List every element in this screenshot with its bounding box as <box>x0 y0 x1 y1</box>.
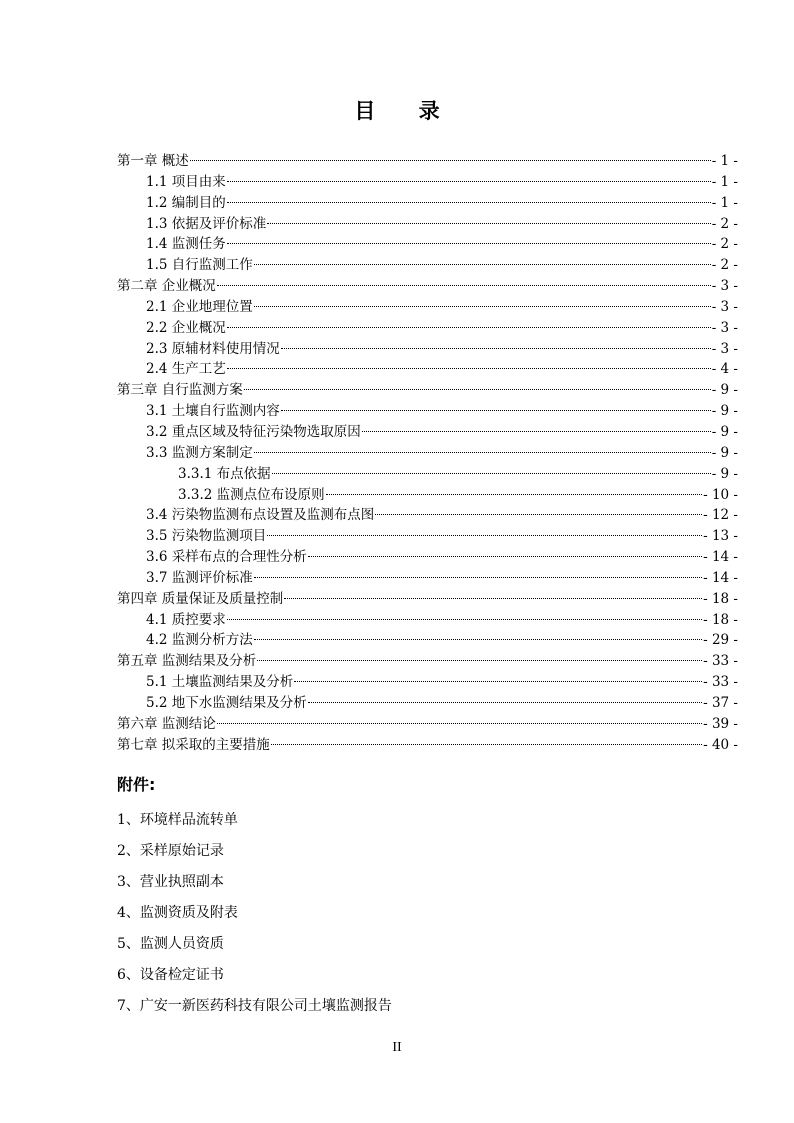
annex-item: 7、广安一新医药科技有限公司土壤监测报告 <box>117 998 392 1014</box>
toc-entry[interactable] <box>117 359 738 380</box>
toc-leader-dots <box>254 639 702 640</box>
toc-entry-label: 1.4 监测任务 <box>146 236 226 253</box>
toc-leader-dots <box>254 452 711 453</box>
toc-entry-page: - 9 - <box>711 444 738 461</box>
toc-entry-page: - 12 - <box>703 507 738 524</box>
toc-leader-dots <box>257 660 702 661</box>
toc-leader-dots <box>227 181 711 182</box>
toc-entry-label: 4.1 质控要求 <box>146 611 226 628</box>
toc-entry[interactable] <box>117 568 738 589</box>
toc-entry[interactable] <box>117 318 738 339</box>
toc-entry-label: 1.1 项目由来 <box>146 173 226 190</box>
toc-leader-dots <box>284 598 702 599</box>
toc-entry-page: - 1 - <box>711 173 738 190</box>
toc-entry-page: - 13 - <box>703 528 738 545</box>
toc-entry[interactable] <box>117 255 738 276</box>
toc-leader-dots <box>227 368 711 369</box>
toc-leader-dots <box>244 389 711 390</box>
toc-leader-dots <box>254 577 702 578</box>
toc-leader-dots <box>190 160 711 161</box>
toc-entry-label: 5.1 土壤监测结果及分析 <box>146 674 294 691</box>
toc-entry-label: 1.5 自行监测工作 <box>146 257 253 274</box>
toc-leader-dots <box>267 535 702 536</box>
toc-leader-dots <box>362 431 711 432</box>
toc-entry-label: 第三章 自行监测方案 <box>117 382 243 399</box>
toc-entry[interactable] <box>117 589 738 610</box>
toc-entry[interactable] <box>117 422 738 443</box>
toc-entry-page: - 33 - <box>703 674 738 691</box>
toc-entry[interactable] <box>117 693 738 714</box>
toc-entry-page: - 9 - <box>711 423 738 440</box>
toc-entry-page: - 9 - <box>711 403 738 420</box>
toc-entry[interactable] <box>117 547 738 568</box>
toc-leader-dots <box>254 306 711 307</box>
toc-entry-label: 3.7 监测评价标准 <box>146 569 253 586</box>
annex-item: 4、监测资质及附表 <box>117 905 238 921</box>
toc-entry-label: 2.1 企业地理位置 <box>146 298 253 315</box>
toc-leader-dots <box>281 410 711 411</box>
toc-entry[interactable] <box>117 610 738 631</box>
toc-leader-dots <box>308 556 702 557</box>
toc-entry-label: 2.2 企业概况 <box>146 319 226 336</box>
toc-entry[interactable] <box>117 193 738 214</box>
toc-entry[interactable] <box>117 630 738 651</box>
toc-entry[interactable] <box>117 485 738 506</box>
annex-item: 3、营业执照副本 <box>117 874 224 890</box>
toc-entry-label: 3.1 土壤自行监测内容 <box>146 403 280 420</box>
toc-entry-label: 第六章 监测结论 <box>117 715 216 732</box>
toc-leader-dots <box>326 494 702 495</box>
toc-leader-dots <box>217 723 702 724</box>
toc-entry-page: - 39 - <box>703 715 738 732</box>
toc-entry-page: - 14 - <box>703 569 738 586</box>
toc-entry-label: 第四章 质量保证及质量控制 <box>117 590 284 607</box>
toc-entry-label: 第二章 企业概况 <box>117 278 216 295</box>
toc-leader-dots <box>227 202 711 203</box>
toc-entry-label: 5.2 地下水监测结果及分析 <box>146 694 307 711</box>
toc-entry-page: - 10 - <box>703 486 738 503</box>
toc-entry-page: - 2 - <box>711 257 738 274</box>
toc-leader-dots <box>227 243 711 244</box>
toc-entry-label: 1.3 依据及评价标准 <box>146 215 267 232</box>
toc-entry-page: - 18 - <box>703 611 738 628</box>
toc-leader-dots <box>271 744 702 745</box>
toc-entry-page: - 2 - <box>711 236 738 253</box>
annex-item: 2、采样原始记录 <box>117 843 224 859</box>
toc-entry-label: 第五章 监测结果及分析 <box>117 653 257 670</box>
toc-entry-page: - 3 - <box>711 340 738 357</box>
toc-leader-dots <box>281 348 711 349</box>
toc-entry-page: - 3 - <box>711 319 738 336</box>
toc-entry-page: - 3 - <box>711 298 738 315</box>
toc-leader-dots <box>227 327 711 328</box>
toc-entry-page: - 9 - <box>711 465 738 482</box>
toc-entry[interactable] <box>117 735 738 756</box>
toc-entry[interactable] <box>117 297 738 318</box>
toc-entry-label: 3.5 污染物监测项目 <box>146 528 267 545</box>
toc-entry-page: - 40 - <box>703 736 738 753</box>
annex-heading: 附件: <box>117 775 156 794</box>
toc-leader-dots <box>272 473 711 474</box>
toc-entry-page: - 4 - <box>711 361 738 378</box>
toc-entry-label: 3.3.2 监测点位布设原则 <box>178 486 325 503</box>
annex-item: 6、设备检定证书 <box>117 967 224 983</box>
toc-entry-page: - 14 - <box>703 549 738 566</box>
toc-entry[interactable] <box>117 714 738 735</box>
toc-entry[interactable] <box>117 401 738 422</box>
toc-entry[interactable] <box>117 339 738 360</box>
toc-entry[interactable] <box>117 672 738 693</box>
toc-entry-page: - 37 - <box>703 694 738 711</box>
toc-entry[interactable] <box>117 505 738 526</box>
toc-leader-dots <box>217 285 711 286</box>
annex-list <box>117 810 738 1027</box>
toc-entry[interactable] <box>117 526 738 547</box>
annex-item: 5、监测人员资质 <box>117 936 224 952</box>
toc-entry[interactable] <box>117 464 738 485</box>
toc-leader-dots <box>294 681 702 682</box>
toc-entry-label: 3.3.1 布点依据 <box>178 465 271 482</box>
toc-entry-label: 3.4 污染物监测布点设置及监测布点图 <box>146 507 375 524</box>
toc-entry-label: 2.3 原辅材料使用情况 <box>146 340 280 357</box>
page-title: 目 录 <box>354 99 458 123</box>
toc-entry-page: - 33 - <box>703 653 738 670</box>
toc-entry-label: 3.6 采样布点的合理性分析 <box>146 549 307 566</box>
toc-entry[interactable] <box>117 651 738 672</box>
toc-entry-label: 1.2 编制目的 <box>146 194 226 211</box>
toc-entry[interactable] <box>117 276 738 297</box>
page-number: II <box>392 1040 402 1055</box>
toc-leader-dots <box>227 619 702 620</box>
toc-entry[interactable] <box>117 443 738 464</box>
toc-entry[interactable] <box>117 172 738 193</box>
toc-entry-label: 3.3 监测方案制定 <box>146 444 253 461</box>
toc-entry-page: - 9 - <box>711 382 738 399</box>
toc-entry-page: - 1 - <box>711 194 738 211</box>
table-of-contents <box>117 151 738 755</box>
toc-entry-page: - 18 - <box>703 590 738 607</box>
toc-entry-page: - 3 - <box>711 278 738 295</box>
toc-leader-dots <box>254 264 711 265</box>
toc-entry-page: - 1 - <box>711 153 738 169</box>
toc-entry[interactable] <box>117 380 738 401</box>
toc-leader-dots <box>308 702 702 703</box>
toc-entry-page: - 29 - <box>703 632 738 649</box>
toc-entry-label: 4.2 监测分析方法 <box>146 632 253 649</box>
annex-item: 1、环境样品流转单 <box>117 812 238 828</box>
toc-entry-label: 3.2 重点区域及特征污染物选取原因 <box>146 423 361 440</box>
toc-entry-label: 第一章 概述 <box>117 153 189 169</box>
toc-entry-label: 第七章 拟采取的主要措施 <box>117 736 270 753</box>
toc-entry-label: 2.4 生产工艺 <box>146 361 226 378</box>
toc-entry[interactable] <box>117 151 738 172</box>
toc-entry[interactable] <box>117 214 738 235</box>
toc-leader-dots <box>375 514 702 515</box>
toc-entry-page: - 2 - <box>711 215 738 232</box>
toc-leader-dots <box>267 223 710 224</box>
toc-entry[interactable] <box>117 234 738 255</box>
